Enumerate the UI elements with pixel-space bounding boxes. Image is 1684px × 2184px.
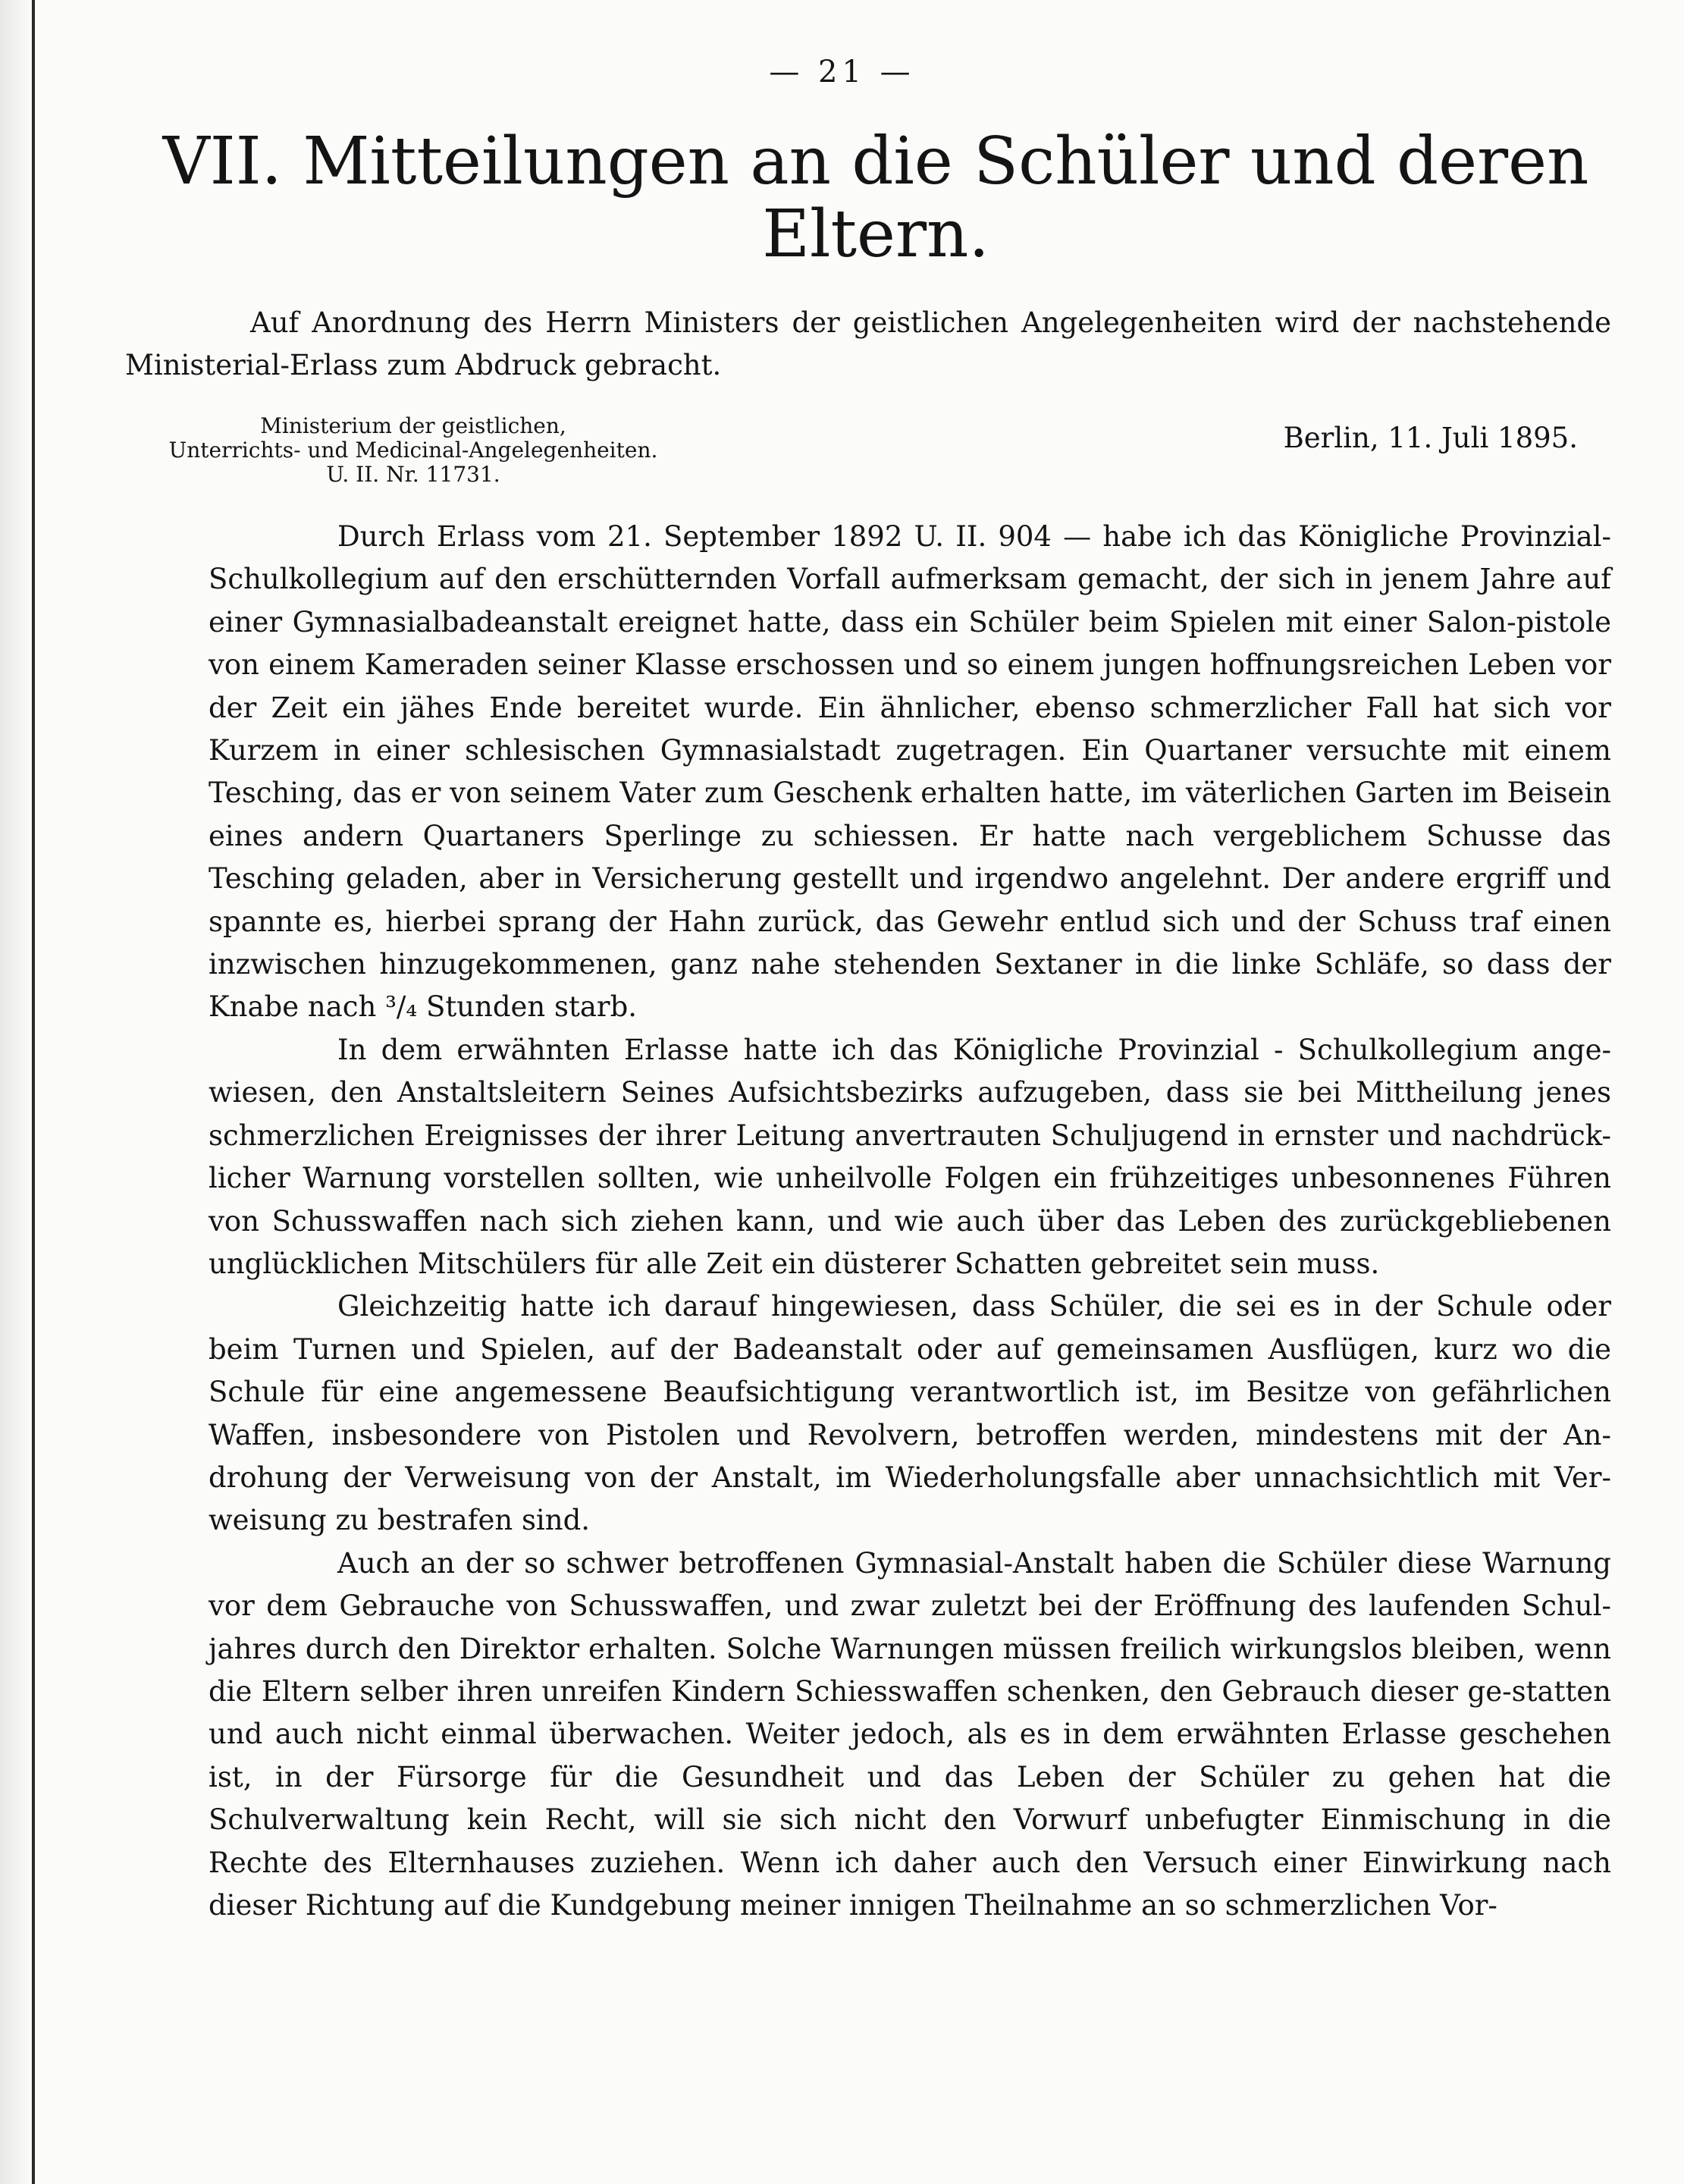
ministry-line-2: Unterrichts- und Medicinal-Angelegenheiten.	[168, 438, 658, 463]
body-paragraph: Auch an der so schwer betroffenen Gymnasial-Anstalt haben die Schüler diese Warnung vor dem Gebrauche von Schusswaffen, und zwar zuletzt bei der Eröffnung des laufenden Schul-jahres durch den Direktor erhalten. Solche Warnungen müssen freilich wirkungslos bleiben, wenn die Eltern selber ihren unreifen Kindern Schiesswaffen schenken, den Gebrauch dieser ge-statten und auch nicht einmal überwachen. Weiter jedoch, als es in dem erwähnten Erlasse geschehen ist, in der Fürsorge für die Gesundheit und das Leben der Schüler zu gehen hat die Schulverwaltung kein Recht, will sie sich nicht den Vorwurf unbefugter Einmischung in die Rechte des Elternhauses zuziehen. Wenn ich daher auch den Versuch einer Einwirkung nach dieser Richtung auf die Kundgebung meiner innigen Theilnahme an so schmerzlichen Vor-	[209, 1546, 1611, 1922]
body-paragraph: In dem erwähnten Erlasse hatte ich das Königliche Provinzial - Schulkollegium ange-wiesen, den Anstaltsleitern Seines Aufsichtsbezirks aufzugeben, dass sie bei Mittheilung jenes schmerzlichen Ereignisses der ihrer Leitung anvertrauten Schuljugend in ernster und nachdrück-licher Warnung vorstellen sollten, wie unheilvolle Folgen ein frühzeitiges unbesonnenes Führen von Schusswaffen nach sich ziehen kann, und wie auch über das Leben des zurückgebliebenen unglücklichen Mitschülers für alle Zeit ein düsterer Schatten gebreitet sein muss.	[209, 1033, 1611, 1280]
page-number: — 21 —	[769, 55, 915, 89]
binding-shadow	[0, 0, 30, 2184]
decree-body	[209, 516, 1611, 1927]
section-title: VII. Mitteilungen an die Schüler und deren Eltern.	[162, 124, 1589, 272]
intro-paragraph: Auf Anordnung des Herrn Ministers der geistlichen Angelegenheiten wird der nachstehende Ministerial-Erlass zum Abdruck gebracht.	[125, 306, 1611, 381]
body-paragraph: Gleichzeitig hatte ich darauf hingewiesen, dass Schüler, die sei es in der Schule oder beim Turnen und Spielen, auf der Badeanstalt oder auf gemeinsamen Ausflügen, kurz wo die Schule für eine angemessene Beaufsichtigung verantwortlich ist, im Besitze von gefährlichen Waffen, insbesondere von Pistolen und Revolvern, betroffen werden, mindestens mit der An-drohung der Verweisung von der Anstalt, im Wiederholungsfalle aber unnachsichtlich mit Ver-weisung zu bestrafen sind.	[209, 1290, 1611, 1537]
ministry-line-1: Ministerium der geistlichen,	[260, 413, 566, 438]
binding-edge-line	[32, 0, 35, 2184]
ministry-reference: U. II. Nr. 11731.	[326, 462, 500, 487]
place-date: Berlin, 11. Juli 1895.	[1283, 422, 1578, 454]
body-paragraph: Durch Erlass vom 21. September 1892 U. II. 904 — habe ich das Königliche Provinzial-Schulkollegium auf den erschütternden Vorfall aufmerksam gemacht, der sich in jenem Jahre auf einer Gymnasialbadeanstalt ereignet hatte, dass ein Schüler beim Spielen mit einer Salon-pistole von einem Kameraden seiner Klasse erschossen und so einem jungen hoffnungsreichen Leben vor der Zeit ein jähes Ende bereitet wurde. Ein ähnlicher, ebenso schmerzlicher Fall hat sich vor Kurzem in einer schlesischen Gymnasialstadt zugetragen. Ein Quartaner versuchte mit einem Tesching, das er von seinem Vater zum Geschenk erhalten hatte, im väterlichen Garten im Beisein eines andern Quartaners Sperlinge zu schiessen. Er hatte nach vergeblichem Schusse das Tesching geladen, aber in Versicherung gestellt und irgendwo angelehnt. Der andere ergriff und spannte es, hierbei sprang der Hahn zurück, das Gewehr entlud sich und der Schuss traf einen inzwischen hinzugekommenen, ganz nahe stehenden Sextaner in die linke Schläfe, so dass der Knabe nach ³/₄ Stunden starb.	[209, 520, 1611, 1024]
ministry-letterhead	[125, 414, 701, 487]
